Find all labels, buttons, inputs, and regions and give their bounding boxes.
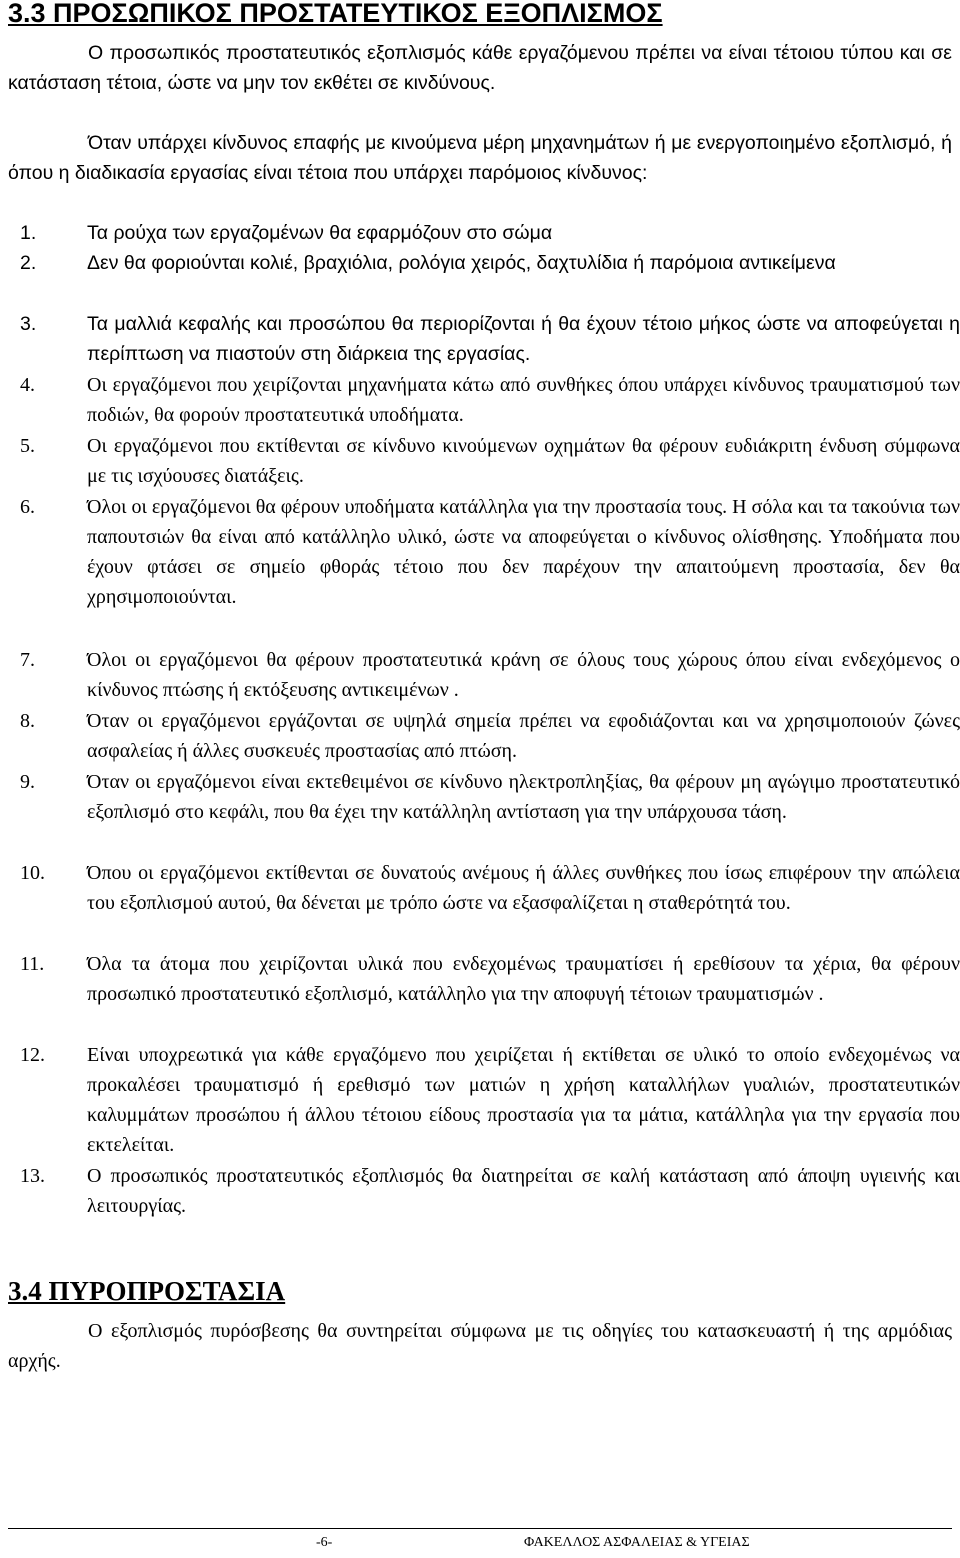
list-item-text: Όλοι οι εργαζόμενοι θα φέρουν προστατευτικά κράνη σε όλους τους χώρους όπου είναι ενδεχόμενος ο κίνδυνος πτώσης ή εκτόξευσης αντικειμένων . xyxy=(87,649,960,701)
intro-paragraph: Ο προσωπικός προστατευτικός εξοπλισμός κάθε εργαζόμενου πρέπει να είναι τέτοιου τύπου και σε κατάσταση τέτοια, ώστε να μην τον εκθέτει σε κινδύνους. xyxy=(8,42,952,94)
section-heading-3-3: 3.3 ΠΡΟΣΩΠΙΚΟΣ ΠΡΟΣΤΑΤΕΥΤΙΚΟΣ ΕΞΟΠΛΙΣΜΟΣ xyxy=(8,0,663,28)
list-item-number: 3. xyxy=(20,313,37,335)
list-item-text: Όταν οι εργαζόμενοι εργάζονται σε υψηλά σημεία πρέπει να εφοδιάζονται και να χρησιμοποιούν ζώνες ασφαλείας ή άλλες συσκευές προστασίας από πτώση. xyxy=(87,710,960,762)
list-item-number: 12. xyxy=(20,1044,45,1066)
list-item-number: 9. xyxy=(20,771,35,793)
list-item-text: Είναι υποχρεωτικά για κάθε εργαζόμενο που χειρίζεται ή εκτίθεται σε υλικό το οποίο ενδεχομένως να προκαλέσει τραυματισμό ή ερεθισμό των ματιών η χρήση καταλλήλων γυαλιών, προστατευτικών καλυμμάτων προσώπου ή άλλου τέτοιου είδους προστασία για τα μάτια, κατάλληλα για την εργασία που εκτελείται. xyxy=(87,1044,960,1156)
list-item-text: Ο προσωπικός προστατευτικός εξοπλισμός θα διατηρείται σε καλή κατάσταση από άποψη υγιεινής και λειτουργίας. xyxy=(87,1165,960,1217)
list-item-text: Όταν οι εργαζόμενοι είναι εκτεθειμένοι σε κίνδυνο ηλεκτροπληξίας, θα φέρουν μη αγώγιμο προστατευτικό εξοπλισμό στο κεφάλι, που θα έχει την κατάλληλη αντίσταση για την υπάρχουσα τάση. xyxy=(87,771,960,823)
fire-protection-paragraph: Ο εξοπλισμός πυρόσβεσης θα συντηρείται σύμφωνα με τις οδηγίες του κατασκευαστή ή της αρμόδιας αρχής. xyxy=(8,1320,952,1372)
list-item-text: Δεν θα φοριούνται κολιέ, βραχιόλια, ρολόγια χειρός, δαχτυλίδια ή παρόμοια αντικείμενα xyxy=(87,252,836,274)
list-item-number: 11. xyxy=(20,953,45,975)
list-item-text: Τα ρούχα των εργαζομένων θα εφαρμόζουν στο σώμα xyxy=(87,222,553,244)
section-heading-3-4: 3.4 ΠΥΡΟΠΡΟΣΤΑΣΙΑ xyxy=(8,1276,286,1306)
list-item-text: Οι εργαζόμενοι που εκτίθενται σε κίνδυνο κινούμενων οχημάτων θα φέρουν ευδιάκριτη ένδυση σύμφωνα με τις ισχύουσες διατάξεις. xyxy=(87,435,960,487)
footer-title: ΦΑΚΕΛΛΟΣ ΑΣΦΑΛΕΙΑΣ & ΥΓΕΙΑΣ xyxy=(524,1535,750,1550)
list-item-number: 5. xyxy=(20,435,35,457)
list-item-text: Όπου οι εργαζόμενοι εκτίθενται σε δυνατούς ανέμους ή άλλες συνθήκες που ίσως επιφέρουν την απώλεια του εξοπλισμού αυτού, θα δένεται με τρόπο ώστε να εξασφαλίζεται η σταθερότητά του. xyxy=(87,862,960,914)
list-item-text: Όλοι οι εργαζόμενοι θα φέρουν υποδήματα κατάλληλα για την προστασία τους. Η σόλα και τα τακούνια των παπουτσιών θα είναι από κατάλληλο υλικό, ώστε να αποφεύγεται ο κίνδυνος ολίσθησης. Υποδήματα που έχουν φτάσει σε σημείο φθοράς τέτοιο που δεν παρέχουν την απαιτούμενη προστασία, δεν θα χρησιμοποιούνται. xyxy=(87,496,960,608)
list-item-text: Οι εργαζόμενοι που χειρίζονται μηχανήματα κάτω από συνθήκες όπου υπάρχει κίνδυνος τραυματισμού των ποδιών, θα φορούν προστατευτικά υποδήματα. xyxy=(87,374,960,426)
list-item-number: 8. xyxy=(20,710,35,732)
list-item-text: Τα μαλλιά κεφαλής και προσώπου θα περιορίζονται ή θα έχουν τέτοιο μήκος ώστε να αποφεύγεται η περίπτωση να πιαστούν στη διάρκεια της εργασίας. xyxy=(87,313,960,365)
list-item-number: 4. xyxy=(20,374,35,396)
list-item-number: 6. xyxy=(20,496,35,518)
list-item-text: Όλα τα άτομα που χειρίζονται υλικά που ενδεχομένως τραυματίσει ή ερεθίσουν τα χέρια, θα φέρουν προσωπικό προστατευτικό εξοπλισμό, κατάλληλο για την αποφυγή τέτοιων τραυματισμών . xyxy=(87,953,960,1005)
footer-rule xyxy=(8,1528,952,1529)
list-item-number: 7. xyxy=(20,649,35,671)
list-item-number: 10. xyxy=(20,862,45,884)
list-item-number: 13. xyxy=(20,1165,45,1187)
list-item-number: 1. xyxy=(20,222,37,244)
list-item-number: 2. xyxy=(20,252,37,274)
footer-page-number: -6- xyxy=(316,1535,333,1550)
lead-paragraph: Όταν υπάρχει κίνδυνος επαφής με κινούμενα μέρη μηχανημάτων ή με ενεργοποιημένο εξοπλισμό, ή όπου η διαδικασία εργασίας είναι τέτοια που υπάρχει παρόμοιος κίνδυνος: xyxy=(8,132,952,184)
